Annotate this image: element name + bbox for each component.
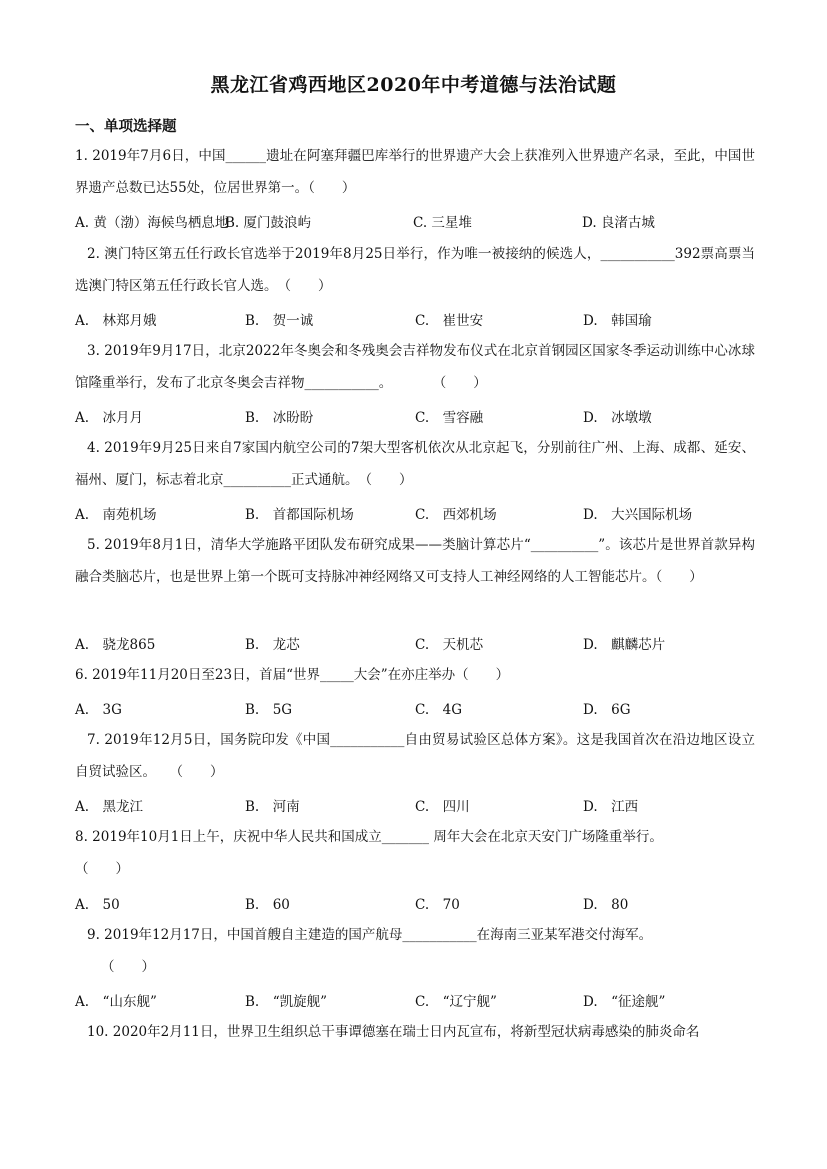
question-7: [75, 724, 755, 788]
question-stem: 4. 2019年9月25日来自7家国内航空公司的7架大型客机依次从北京起飞，分别前往广州、上海、成都、延安、福州、厦门，标志着北京__________正式通航。 （ ）: [75, 440, 755, 488]
option-b: B. 5G: [245, 702, 293, 718]
option-b: B. 河南: [245, 799, 300, 815]
question-9: [75, 919, 755, 983]
option-b: B. 龙芯: [245, 637, 300, 653]
option-c: C. 三星堆: [413, 215, 472, 231]
question-stem: 9. 2019年12月17日，中国首艘自主建造的国产航母___________在海南三亚某军港交付海军。: [87, 927, 653, 943]
question-5: [75, 529, 755, 593]
option-c: C. 4G: [415, 702, 463, 718]
option-d: D. 麒麟芯片: [583, 637, 666, 653]
option-a: A. 林郑月娥: [75, 313, 157, 329]
question-stem: 6. 2019年11月20日至23日，首届“世界_____大会”在亦庄举办（ ）: [75, 667, 510, 683]
option-b: B. 贺一诚: [245, 313, 314, 329]
question-stem: 7. 2019年12月5日，国务院印发《中国___________自由贸易试验区总体方案》。这是我国首次在沿边地区设立自贸试验区。 （ ）: [75, 732, 755, 780]
option-c: C. 天机芯: [415, 637, 484, 653]
option-a: A. 50: [75, 897, 120, 913]
option-c: C. “辽宁舰”: [415, 994, 497, 1010]
option-d: D. 良渚古城: [582, 215, 655, 231]
option-d: D. 80: [583, 897, 629, 913]
option-a: A. 南苑机场: [75, 507, 157, 523]
option-c: C. 崔世安: [415, 313, 484, 329]
option-a: A. 黑龙江: [75, 799, 144, 815]
question-stem: 1. 2019年7月6日，中国______遗址在阿塞拜疆巴库举行的世界遗产大会上获准列入世界遗产名录，至此，中国世界遗产总数已达55处，位居世界第一。（ ）: [75, 148, 755, 196]
option-a: A. 冰月月: [75, 410, 144, 426]
question-3-options: [75, 406, 755, 430]
question-1: [75, 140, 755, 204]
question-7-options: [75, 795, 755, 819]
option-b: B. “凯旋舰”: [245, 994, 328, 1010]
answer-bracket: （ ）: [75, 861, 129, 877]
option-d: D. 江西: [583, 799, 639, 815]
question-2: [75, 238, 755, 302]
question-4-options: [75, 503, 755, 527]
question-2-options: [75, 309, 755, 333]
section-heading: 一、单项选择题: [75, 118, 177, 135]
option-a: A. 骁龙865: [75, 637, 156, 653]
option-b: B. 冰盼盼: [245, 410, 314, 426]
answer-bracket: （ ）: [101, 959, 155, 975]
option-d: D. 6G: [583, 702, 631, 718]
option-d: D. 大兴国际机场: [583, 507, 693, 523]
option-a: A. “山东舰”: [75, 994, 157, 1010]
question-5-options: [75, 633, 755, 657]
option-d: D. 冰墩墩: [583, 410, 652, 426]
question-6-options: [75, 698, 755, 722]
option-d: D. “征途舰”: [583, 994, 666, 1010]
question-stem: 10. 2020年2月11日，世界卫生组织总干事谭德塞在瑞士日内瓦宣布，将新型冠状病毒感染的肺炎命名: [87, 1024, 700, 1040]
option-c: C. 70: [415, 897, 460, 913]
option-a: A. 黄（渤）海候鸟栖息地: [75, 215, 229, 231]
option-a: A. 3G: [75, 702, 122, 718]
question-6: [75, 659, 755, 691]
question-3: [75, 335, 755, 399]
question-8: [75, 821, 755, 885]
option-b: B. 60: [245, 897, 290, 913]
question-8-options: [75, 893, 755, 917]
question-9-options: [75, 990, 755, 1014]
question-4: [75, 432, 755, 496]
question-stem: 3. 2019年9月17日，北京2022年冬奥会和冬残奥会吉祥物发布仪式在北京首钢园区国家冬季运动训练中心冰球馆隆重举行，发布了北京冬奥会吉祥物___________。 （ ）: [75, 343, 755, 391]
page-title: 黑龙江省鸡西地区2020年中考道德与法治试题: [210, 74, 617, 96]
question-stem: 8. 2019年10月1日上午，庆祝中华人民共和国成立_______ 周年大会在北京天安门广场隆重举行。: [75, 829, 663, 845]
option-d: D. 韩国瑜: [583, 313, 652, 329]
question-stem: 2. 澳门特区第五任行政长官选举于2019年8月25日举行，作为唯一被接纳的候选人，___________392票高票当选澳门特区第五任行政长官人选。 （ ）: [75, 246, 755, 294]
option-c: C. 西郊机场: [415, 507, 497, 523]
option-c: C. 雪容融: [415, 410, 484, 426]
option-b: B. 厦门鼓浪屿: [225, 215, 312, 231]
option-b: B. 首都国际机场: [245, 507, 354, 523]
question-1-options: [75, 211, 755, 235]
option-c: C. 四川: [415, 799, 470, 815]
question-10: [75, 1016, 755, 1048]
question-stem: 5. 2019年8月1日，清华大学施路平团队发布研究成果——类脑计算芯片“__________”。该芯片是世界首款异构融合类脑芯片，也是世界上第一个既可支持脉冲神经网络又可支持人工神经网络的人工智能芯片。（ ）: [75, 537, 755, 585]
